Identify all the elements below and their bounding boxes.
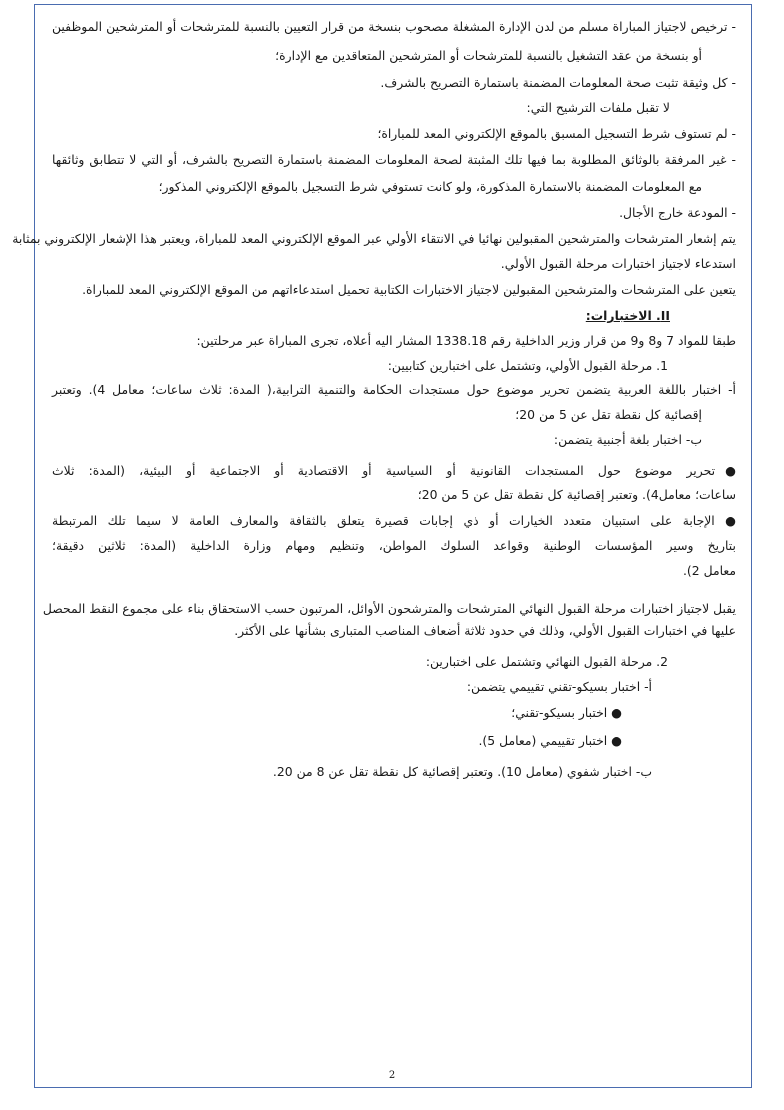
text-line: لا تقبل ملفات الترشيح التي: — [526, 100, 670, 115]
text-line: ● الإجابة على استبيان متعدد الخيارات أو ذي إجابات قصيرة يتعلق بالثقافة والمعارف العامة لا سيما تلك المرتبطة — [52, 513, 736, 528]
text-line: يقبل لاجتياز اختبارات مرحلة القبول النهائي المترشحات والمترشحون الأوائل، المرتبون حسب الاستحقاق بناء على مجموع النقط المحصل — [42, 601, 736, 616]
text-line: إقصائية كل نقطة تقل عن 5 من 20؛ — [515, 407, 702, 422]
text-line: مع المعلومات المضمنة بالاستمارة المذكورة، ولو كانت تستوفي شرط التسجيل بالموقع الإلكتروني المذكور؛ — [158, 179, 702, 194]
text-line: أ- اختبار باللغة العربية يتضمن تحرير موضوع حول مستجدات الحكامة والتنمية الترابية،( المدة: ثلاث ساعات؛ معامل 4). وتعتبر — [52, 382, 736, 397]
text-line: - لم تستوف شرط التسجيل المسبق بالموقع الإلكتروني المعد للمباراة؛ — [377, 126, 736, 141]
text-line: يتم إشعار المترشحات والمترشحين المقبولين نهائيا في الانتقاء الأولي عبر الموقع الإلكتروني المعد للمباراة، ويعتبر هذا الإشعار الإلكتروني بمثابة — [12, 231, 736, 246]
text-line: ● اختبار بسيكو-تقني؛ — [511, 705, 622, 720]
text-line: - غير المرفقة بالوثائق المطلوبة بما فيها تلك المثبتة لصحة المعلومات المضمنة باستمارة التصريح بالشرف، أو التي لا تتطابق وثائقها — [52, 152, 736, 167]
text-line: أو بنسخة من عقد التشغيل بالنسبة للمترشحات أو المترشحين المتعاقدين مع الإدارة؛ — [275, 48, 702, 63]
text-line: ب- اختبار بلغة أجنبية يتضمن: — [553, 432, 702, 447]
text-line: يتعين على المترشحات والمترشحين المقبولين لاجتياز الاختبارات الكتابية تحميل استدعاءاتهم من الموقع الإلكتروني المعد للمباراة. — [82, 282, 736, 297]
text-line: معامل 2). — [682, 563, 736, 578]
text-line: ●تحرير موضوع حول المستجدات القانونية أو السياسية أو الاقتصادية أو الاجتماعية أو البيئية، (المدة: ثلاث — [52, 463, 736, 478]
text-line: 2. مرحلة القبول النهائي وتشتمل على اختبارين: — [425, 654, 668, 669]
text-line: - المودعة خارج الأجال. — [619, 205, 736, 220]
text-line: استدعاء لاجتياز اختبارات مرحلة القبول الأولي. — [500, 256, 736, 271]
text-line: - ترخيص لاجتياز المباراة مسلم من لدن الإدارة المشغلة مصحوب بنسخة من قرار التعيين بالنسبة للمترشحات أو المترشحين الموظفين — [52, 19, 736, 34]
text-line: أ- اختبار بسيكو-تقني تقييمي يتضمن: — [466, 679, 652, 694]
text-line: ● اختبار تقييمي (معامل 5). — [478, 733, 622, 748]
text-line: ب- اختبار شفوي (معامل 10). وتعتبر إقصائية كل نقطة تقل عن 8 من 20. — [272, 764, 652, 779]
text-line: طبقا للمواد 7 و8 و9 من قرار وزير الداخلية رقم 1338.18 المشار اليه أعلاه، تجرى المباراة عبر مرحلتين: — [196, 333, 736, 348]
text-line: عليها في اختبارات القبول الأولي، وذلك في حدود ثلاثة أضعاف المناصب المتبارى بشأنها على الأكثر. — [234, 623, 736, 638]
text-line: بتاريخ وسير المؤسسات الوطنية وقواعد السلوك المواطن، وتنظيم ومهام وزارة الداخلية (المدة: ثلاثين دقيقة؛ — [52, 538, 736, 553]
text-line: 1. مرحلة القبول الأولي، وتشتمل على اختبارين كتابيين: — [387, 358, 668, 373]
text-line: - كل وثيقة تثبت صحة المعلومات المضمنة باستمارة التصريح بالشرف. — [380, 75, 736, 90]
text-line: II. الاختبارات: — [585, 308, 670, 323]
page-number: 2 — [388, 1070, 396, 1081]
text-line: ساعات؛ معامل4). وتعتبر إقصائية كل نقطة تقل عن 5 من 20؛ — [417, 487, 736, 502]
